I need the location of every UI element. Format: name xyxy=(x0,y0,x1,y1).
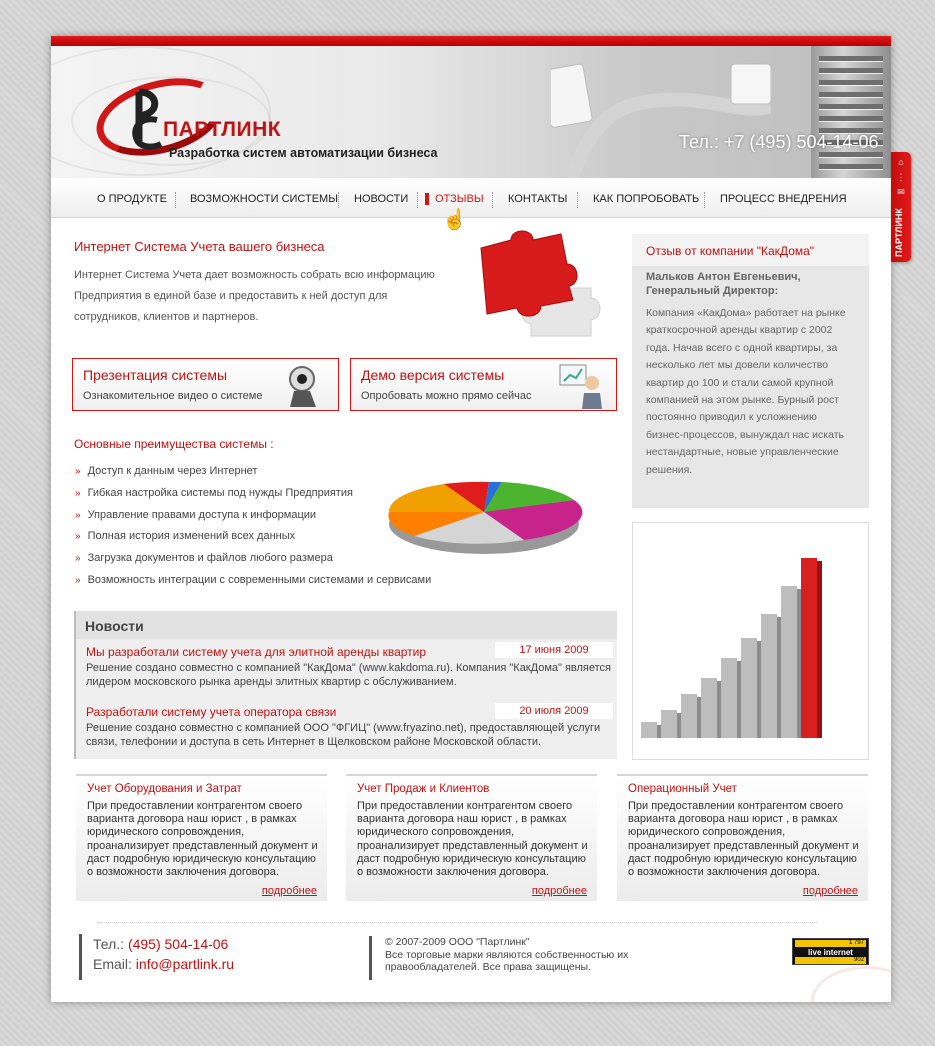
logo-mark-icon[interactable] xyxy=(111,84,167,154)
nav-item-implementation[interactable]: ПРОЦЕСС ВНЕДРЕНИЯ xyxy=(720,193,847,205)
nav-item-how-to-try[interactable]: КАК ПОПРОБОВАТЬ xyxy=(593,193,700,205)
more-link[interactable]: подробнее xyxy=(261,885,317,897)
news-heading: Новости xyxy=(85,618,144,634)
nav-separator xyxy=(492,192,493,208)
side-tab[interactable] xyxy=(891,152,911,262)
nav-item-contacts[interactable]: КОНТАКТЫ xyxy=(508,193,568,205)
growth-bar xyxy=(661,710,677,738)
feature-text: При предоставлении контрагентом своего варианта договора наш юрист , в рамках юридического сопровождения, проанализирует представленный документ и даст подробную юридическую консультацию о возможности заключения договора. xyxy=(87,800,318,879)
bullet-icon: » xyxy=(75,509,81,521)
growth-bar xyxy=(701,678,717,738)
bullet-icon: » xyxy=(75,553,81,565)
presentation-card[interactable] xyxy=(72,358,339,411)
demo-title[interactable]: Демо версия системы xyxy=(361,367,505,383)
brand-tagline: Разработка систем автоматизации бизнеса xyxy=(169,146,438,160)
presentation-title[interactable]: Презентация системы xyxy=(83,367,228,383)
growth-bars-svg xyxy=(633,523,868,759)
home-icon[interactable]: ⌂ xyxy=(898,157,904,167)
list-item: » Доступ к данным через Интернет xyxy=(75,465,258,477)
liveinternet-counter[interactable] xyxy=(792,938,869,965)
news-item-title[interactable]: Мы разработали систему учета для элитной аренды квартир xyxy=(86,645,427,659)
list-item: » Полная история изменений всех данных xyxy=(75,530,296,543)
advantages-list xyxy=(75,465,431,596)
webcam-icon xyxy=(280,363,326,409)
footer-decor-ring xyxy=(811,966,891,1002)
hand-cursor-icon: ☝ xyxy=(442,209,467,231)
nav-item-features[interactable]: ВОЗМОЖНОСТИ СИСТЕМЫ xyxy=(190,193,338,205)
nav-separator xyxy=(577,192,578,208)
review-author: Мальков Антон Евгеньевич, Генеральный Директор: xyxy=(646,271,801,297)
nav-separator xyxy=(175,192,176,208)
growth-bar xyxy=(721,658,737,738)
counter-top: 1 797 xyxy=(795,940,866,947)
top-red-bar xyxy=(51,36,891,46)
demo-card[interactable] xyxy=(350,358,617,411)
side-tab-label: ПАРТЛИНК xyxy=(894,208,904,257)
advantages-title: Основные преимущества системы : xyxy=(74,437,274,451)
list-item: » Загрузка документов и файлов любого размера xyxy=(75,552,333,565)
presentation-desc: Ознакомительное видео о системе xyxy=(83,390,263,402)
review-text: Компания «КакДома» работает на рынке краткосрочной аренды квартир с 2002 года. Начав всего с одной квартиры, за несколько лет мы довели количество квартир до 100 и стали самой крупной компанией на этом рынке. Бурный рост постоянно приводил к усложнению бизнес-процессов, вынуждал нас искать нестандартные, новые управленческие решения. xyxy=(646,307,846,476)
sitemap-icon[interactable]: ⋮ xyxy=(896,172,906,182)
feature-column xyxy=(346,774,597,901)
intro-text: Интернет Система Учета дает возможность собрать всю информацию Предприятия в единой базе и предоставить к ней доступ для сотрудников, клиентов и партнеров. xyxy=(74,269,435,323)
nav-separator xyxy=(704,192,705,208)
network-cable-illustration xyxy=(551,46,771,178)
nav-item-product[interactable]: О ПРОДУКТЕ xyxy=(97,193,167,205)
footer-copyright xyxy=(369,936,659,980)
news-date: 17 июня 2009 xyxy=(495,642,613,658)
bullet-icon: » xyxy=(75,531,81,543)
feature-column xyxy=(76,774,327,901)
mail-icon[interactable]: ✉ xyxy=(897,187,905,197)
growth-bar-side xyxy=(817,561,822,738)
footer-contacts xyxy=(79,934,234,980)
more-link[interactable]: подробнее xyxy=(531,885,587,897)
counter-label: live internet xyxy=(808,948,853,957)
news-header-band xyxy=(76,611,617,639)
growth-bar xyxy=(781,586,797,738)
news-text: Решение создано совместно с компанией ООО "ФГИЦ" (www.fryazino.net), предоставляющей услуги связи, телефонии и доступа в сеть Интернет в Щелковском районе Московской области. xyxy=(86,722,601,748)
review-title: Отзыв от компании "КакДома" xyxy=(646,244,815,258)
news-block xyxy=(74,611,617,759)
header-phone: Тел.: +7 (495) 504-14-06 xyxy=(679,132,879,152)
list-item: » Гибкая настройка системы под нужды Предприятия xyxy=(75,486,353,499)
page xyxy=(51,36,891,1002)
review-block xyxy=(632,234,869,508)
footer-phone: (495) 504-14-06 xyxy=(127,936,229,952)
more-link[interactable]: подробнее xyxy=(802,885,858,897)
feature-text: При предоставлении контрагентом своего варианта договора наш юрист , в рамках юридического сопровождения, проанализирует представленный документ и даст подробную юридическую консультацию о возможности заключения договора. xyxy=(357,800,588,879)
feature-column xyxy=(617,774,868,901)
growth-bar xyxy=(761,614,777,738)
feature-text: При предоставлении контрагентом своего варианта договора наш юрист , в рамках юридического сопровождения, проанализирует представленный документ и даст подробную юридическую консультацию о возможности заключения договора. xyxy=(628,800,859,879)
nav-item-news[interactable]: НОВОСТИ xyxy=(354,193,409,205)
feature-title[interactable]: Операционный Учет xyxy=(628,783,737,795)
bullet-icon: » xyxy=(75,574,81,586)
news-date: 20 июля 2009 xyxy=(495,703,613,719)
puzzle-icon xyxy=(471,228,611,338)
email-label: Email: xyxy=(93,956,132,972)
rights-text: Все торговые марки являются собственностью их правообладателей. Все права защищены. xyxy=(385,948,629,973)
copyright-text: © 2007-2009 ООО "Партлинк" xyxy=(385,936,530,948)
feature-title[interactable]: Учет Оборудования и Затрат xyxy=(87,783,242,795)
footer-email[interactable]: info@partlink.ru xyxy=(135,956,235,972)
list-item: » Возможность интеграции с современными системами и сервисами xyxy=(75,573,432,586)
list-item: » Управление правами доступа к информации xyxy=(75,508,317,521)
main-nav xyxy=(51,178,891,218)
counter-bottom: 902 xyxy=(795,957,866,964)
growth-bars-illustration xyxy=(632,522,869,760)
growth-bar xyxy=(741,638,757,738)
server-rack-illustration xyxy=(811,46,891,178)
nav-item-reviews[interactable]: ОТЗЫВЫ xyxy=(425,193,484,205)
nav-separator xyxy=(417,192,418,208)
presenter-icon xyxy=(558,363,604,409)
growth-bar xyxy=(681,694,697,738)
pie-chart-illustration xyxy=(384,466,584,556)
header xyxy=(51,46,891,178)
news-text: Решение создано совместно с компанией "КакДома" (www.kakdoma.ru). Компания "КакДома" является лидером московского рынка аренды элитных квартир с обслуживанием. xyxy=(86,662,612,688)
feature-title[interactable]: Учет Продаж и Клиентов xyxy=(357,783,490,795)
news-item-title[interactable]: Разработали систему учета оператора связи xyxy=(86,705,337,719)
intro-title: Интернет Система Учета вашего бизнеса xyxy=(74,239,325,254)
brand-name[interactable]: ПАРТЛИНК xyxy=(163,118,282,141)
growth-bar-red xyxy=(801,558,817,738)
growth-bar xyxy=(641,722,657,738)
bullet-icon: » xyxy=(75,487,81,499)
bullet-icon: » xyxy=(75,466,81,477)
footer-divider xyxy=(97,922,817,923)
nav-separator xyxy=(338,192,339,208)
phone-label: Тел.: xyxy=(93,936,125,952)
demo-desc: Опробовать можно прямо сейчас xyxy=(361,390,532,402)
